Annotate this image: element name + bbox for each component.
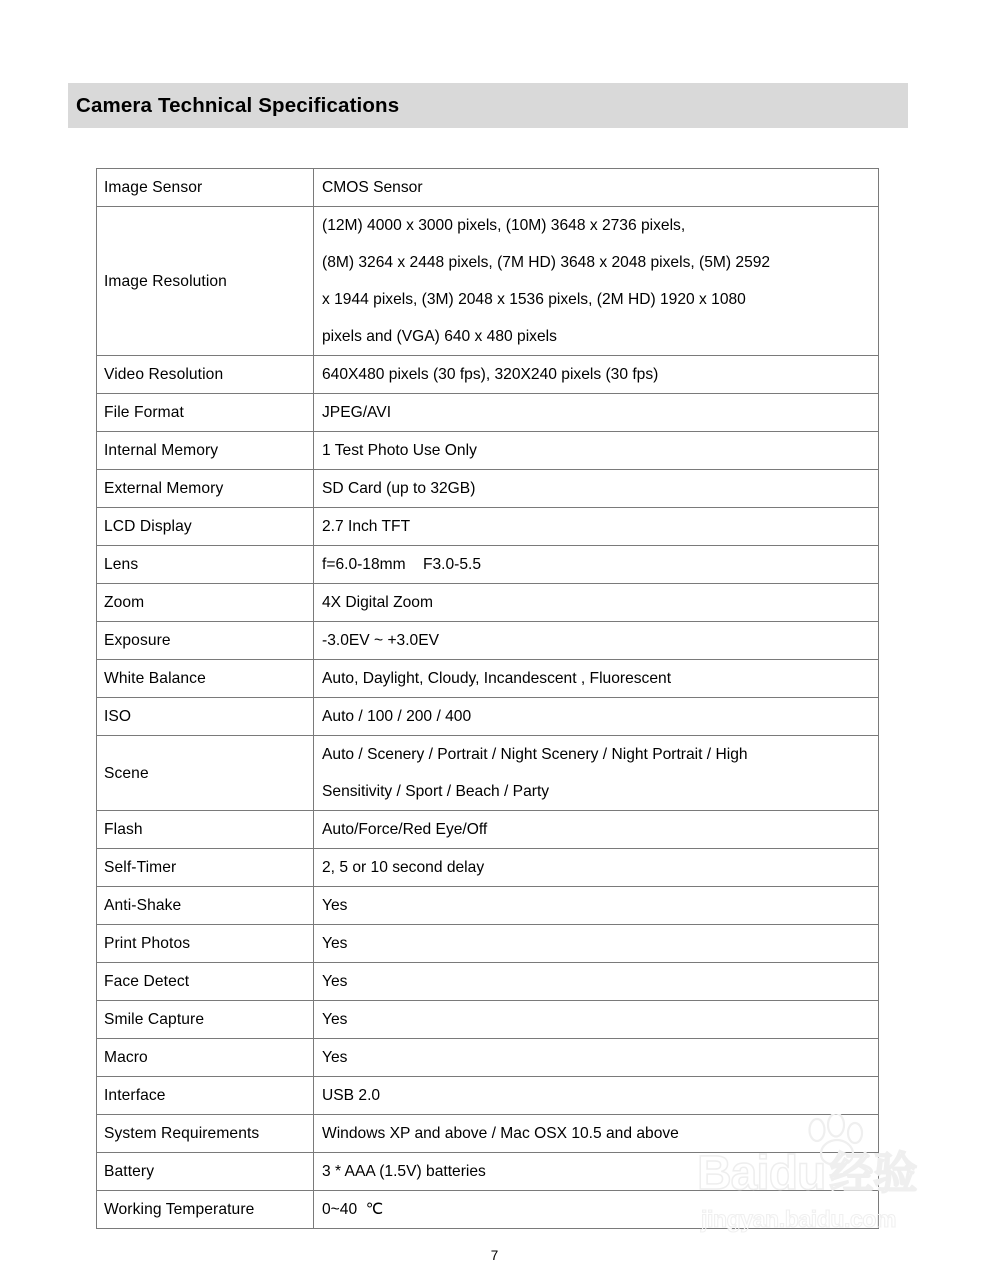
spec-label-cell: File Format [97,394,314,432]
spec-value-line: x 1944 pixels, (3M) 2048 x 1536 pixels, (2M HD) 1920 x 1080 [322,291,746,308]
watermark-chinese-text: 经验 [829,1148,918,1199]
table-row [97,887,879,925]
spec-label-cell: Interface [97,1077,314,1115]
spec-label-cell: Macro [97,1039,314,1077]
table-row [97,470,879,508]
table-row [97,849,879,887]
spec-value-cell: Yes [314,925,879,963]
spec-value-cell: Yes [314,1001,879,1039]
spec-label-cell: Exposure [97,622,314,660]
table-row [97,546,879,584]
table-row [97,169,879,207]
spec-value-cell: f=6.0-18mm F3.0-5.5 [314,546,879,584]
spec-label-cell: System Requirements [97,1115,314,1153]
table-row [97,1191,879,1229]
spec-value-cell: SD Card (up to 32GB) [314,470,879,508]
specifications-table-container [96,168,878,1229]
table-row [97,432,879,470]
spec-label-cell: Zoom [97,584,314,622]
spec-value-line: Sensitivity / Sport / Beach / Party [322,783,550,800]
spec-value-line: Auto / Scenery / Portrait / Night Scenery / Night Portrait / High [322,746,748,763]
watermark-url-text: jingyan.baidu.com [701,1206,897,1232]
spec-value-cell [314,736,879,811]
spec-label-cell: Lens [97,546,314,584]
table-row [97,963,879,1001]
spec-value-cell: Yes [314,887,879,925]
spec-value-cell: 640X480 pixels (30 fps), 320X240 pixels (30 fps) [314,356,879,394]
spec-value-cell: 1 Test Photo Use Only [314,432,879,470]
spec-value-cell: Yes [314,963,879,1001]
spec-value-cell: USB 2.0 [314,1077,879,1115]
table-row [97,1039,879,1077]
spec-label-cell: Print Photos [97,925,314,963]
page-title: Camera Technical Specifications [76,93,400,117]
table-row [97,622,879,660]
spec-value-cell: JPEG/AVI [314,394,879,432]
page-title-banner [68,83,908,128]
table-row [97,811,879,849]
spec-value-cell: 2.7 Inch TFT [314,508,879,546]
spec-value-line: (8M) 3264 x 2448 pixels, (7M HD) 3648 x 2048 pixels, (5M) 2592 [322,254,771,271]
spec-label-cell: Image Sensor [97,169,314,207]
specifications-table-body [97,169,879,1229]
table-row [97,1153,879,1191]
spec-label-cell: Battery [97,1153,314,1191]
spec-label-cell: Internal Memory [97,432,314,470]
spec-value-cell: 2, 5 or 10 second delay [314,849,879,887]
spec-value-cell: 0~40 ℃ [314,1191,879,1229]
spec-label-cell: Image Resolution [97,207,314,356]
table-row [97,698,879,736]
table-row [97,1115,879,1153]
table-row [97,207,879,356]
spec-label-cell: ISO [97,698,314,736]
spec-value-cell: 4X Digital Zoom [314,584,879,622]
watermark-bai-text: Bai [697,1147,769,1200]
spec-label-cell: White Balance [97,660,314,698]
spec-value-cell: 3 * AAA (1.5V) batteries [314,1153,879,1191]
spec-label-cell: Face Detect [97,963,314,1001]
spec-value-cell: Auto/Force/Red Eye/Off [314,811,879,849]
spec-value-cell: Auto / 100 / 200 / 400 [314,698,879,736]
spec-value-line: pixels and (VGA) 640 x 480 pixels [322,328,557,345]
spec-value-cell: CMOS Sensor [314,169,879,207]
watermark-du-text: du [768,1147,826,1200]
table-row [97,1077,879,1115]
spec-label-cell: Video Resolution [97,356,314,394]
table-row [97,584,879,622]
spec-label-cell: External Memory [97,470,314,508]
table-row [97,394,879,432]
specifications-table [96,168,879,1229]
spec-value-cell: Yes [314,1039,879,1077]
spec-label-cell: Smile Capture [97,1001,314,1039]
page-number: 7 [490,1248,499,1263]
spec-value-cell [314,207,879,356]
table-row [97,508,879,546]
table-row [97,1001,879,1039]
spec-value-cell: Windows XP and above / Mac OSX 10.5 and above [314,1115,879,1153]
spec-label-cell: Working Temperature [97,1191,314,1229]
table-row [97,660,879,698]
table-row [97,356,879,394]
spec-value-cell: Auto, Daylight, Cloudy, Incandescent , Fluorescent [314,660,879,698]
spec-label-cell: Self-Timer [97,849,314,887]
table-row [97,925,879,963]
table-row [97,736,879,811]
spec-label-cell: Flash [97,811,314,849]
spec-label-cell: LCD Display [97,508,314,546]
spec-label-cell: Anti-Shake [97,887,314,925]
spec-value-cell: -3.0EV ~ +3.0EV [314,622,879,660]
spec-value-line: (12M) 4000 x 3000 pixels, (10M) 3648 x 2736 pixels, [322,217,686,234]
spec-label-cell: Scene [97,736,314,811]
